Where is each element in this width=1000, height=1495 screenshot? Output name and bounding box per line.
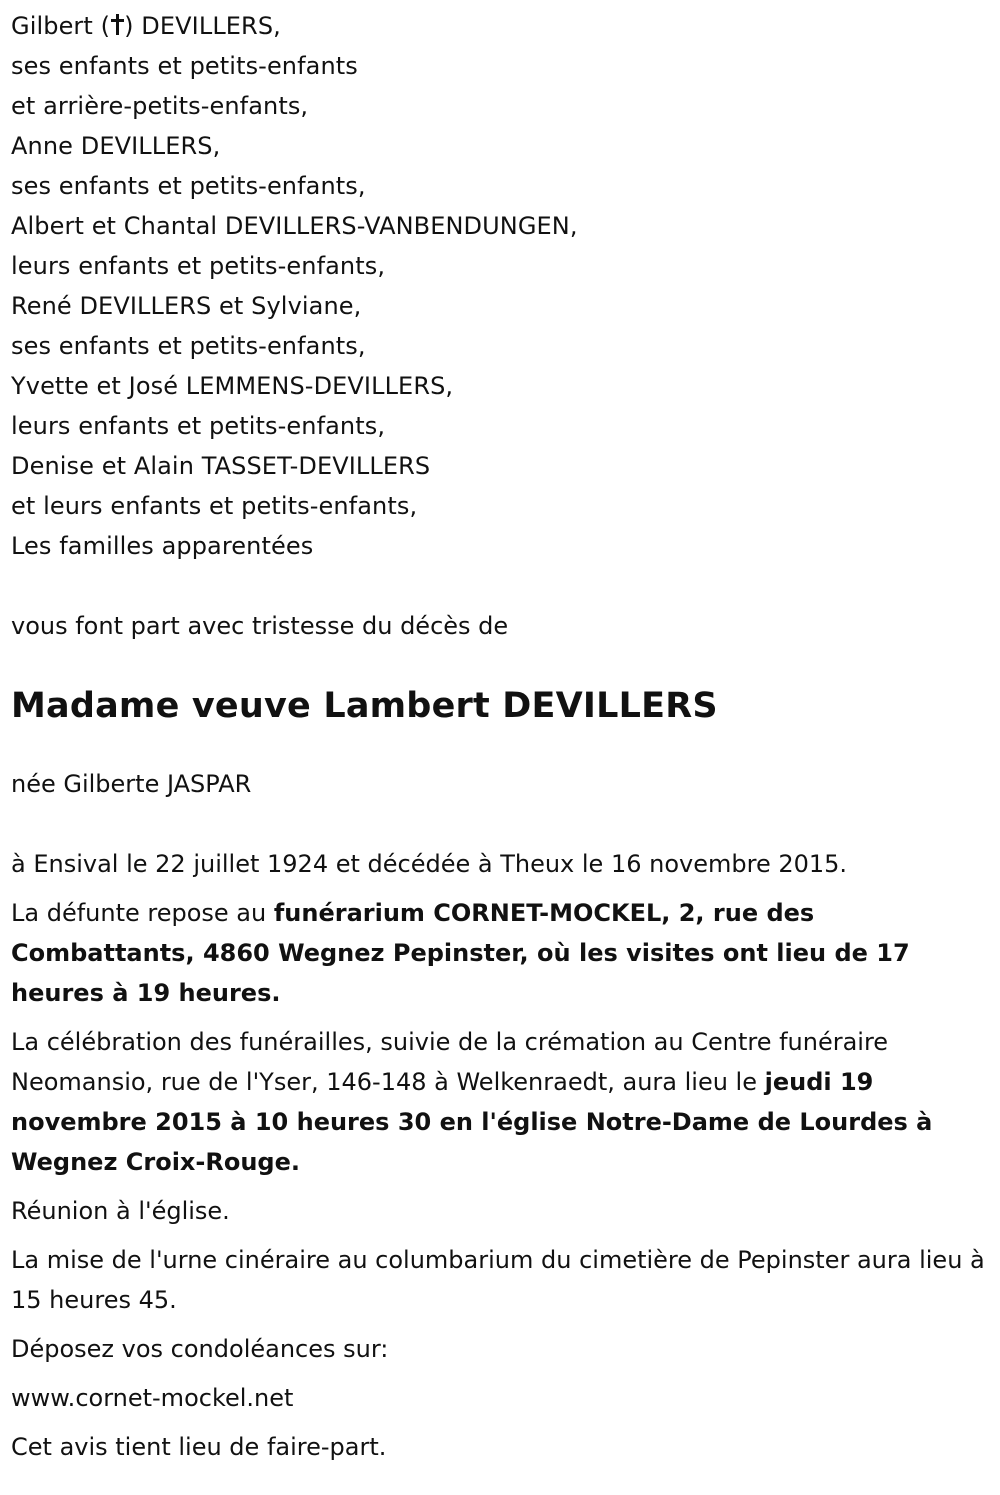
family-line: ses enfants et petits-enfants, xyxy=(11,172,366,200)
family-line: Les familles apparentées xyxy=(11,532,314,560)
maiden-name: née Gilberte JASPAR xyxy=(11,770,252,798)
family-name-text: ) DEVILLERS, xyxy=(124,12,281,40)
ceremony-paragraph xyxy=(11,1022,991,1182)
family-line: leurs enfants et petits-enfants, xyxy=(11,412,386,440)
repose-details: funérarium CORNET-MOCKEL, 2, rue des Combattants, 4860 Wegnez Pepinster, où les visites ont lieu de 17 heures à 19 heures. xyxy=(11,899,910,1007)
family-line: et arrière-petits-enfants, xyxy=(11,92,309,120)
deceased-name: Madame veuve Lambert DEVILLERS xyxy=(11,686,718,726)
announcement-intro: vous font part avec tristesse du décès de xyxy=(11,612,509,640)
ceremony-details: jeudi 19 novembre 2015 à 10 heures 30 en l'église Notre-Dame de Lourdes à Wegnez Croix-Rouge. xyxy=(11,1068,933,1176)
family-line: leurs enfants et petits-enfants, xyxy=(11,252,386,280)
repose-prefix: La défunte repose au xyxy=(11,899,274,927)
ceremony-prefix: La célébration des funérailles, suivie de la crémation au Centre funéraire Neomansio, rue de l'Yser, 146-148 à Welkenraedt, aura lieu le xyxy=(11,1028,889,1096)
condolences-website: www.cornet-mockel.net xyxy=(11,1384,294,1412)
meeting-paragraph: Réunion à l'église. xyxy=(11,1197,230,1225)
urn-paragraph: La mise de l'urne cinéraire au columbarium du cimetière de Pepinster aura lieu à 15 heures 45. xyxy=(11,1246,985,1314)
repose-paragraph xyxy=(11,893,991,1013)
family-line: Albert et Chantal DEVILLERS-VANBENDUNGEN, xyxy=(11,212,578,240)
family-line: Denise et Alain TASSET-DEVILLERS xyxy=(11,452,431,480)
condolences-label: Déposez vos condoléances sur: xyxy=(11,1335,389,1363)
family-line: ses enfants et petits-enfants, xyxy=(11,332,366,360)
obituary-notice xyxy=(11,6,991,1467)
family-line: ses enfants et petits-enfants xyxy=(11,52,358,80)
family-name-text: Gilbert ( xyxy=(11,12,111,40)
family-line: et leurs enfants et petits-enfants, xyxy=(11,492,418,520)
cross-icon xyxy=(110,13,124,37)
closing-paragraph: Cet avis tient lieu de faire-part. xyxy=(11,1433,387,1461)
birth-death-dates: à Ensival le 22 juillet 1924 et décédée à Theux le 16 novembre 2015. xyxy=(11,850,848,878)
family-line: Yvette et José LEMMENS-DEVILLERS, xyxy=(11,372,454,400)
family-line-gilbert xyxy=(11,6,991,46)
family-line: René DEVILLERS et Sylviane, xyxy=(11,292,362,320)
family-line: Anne DEVILLERS, xyxy=(11,132,221,160)
